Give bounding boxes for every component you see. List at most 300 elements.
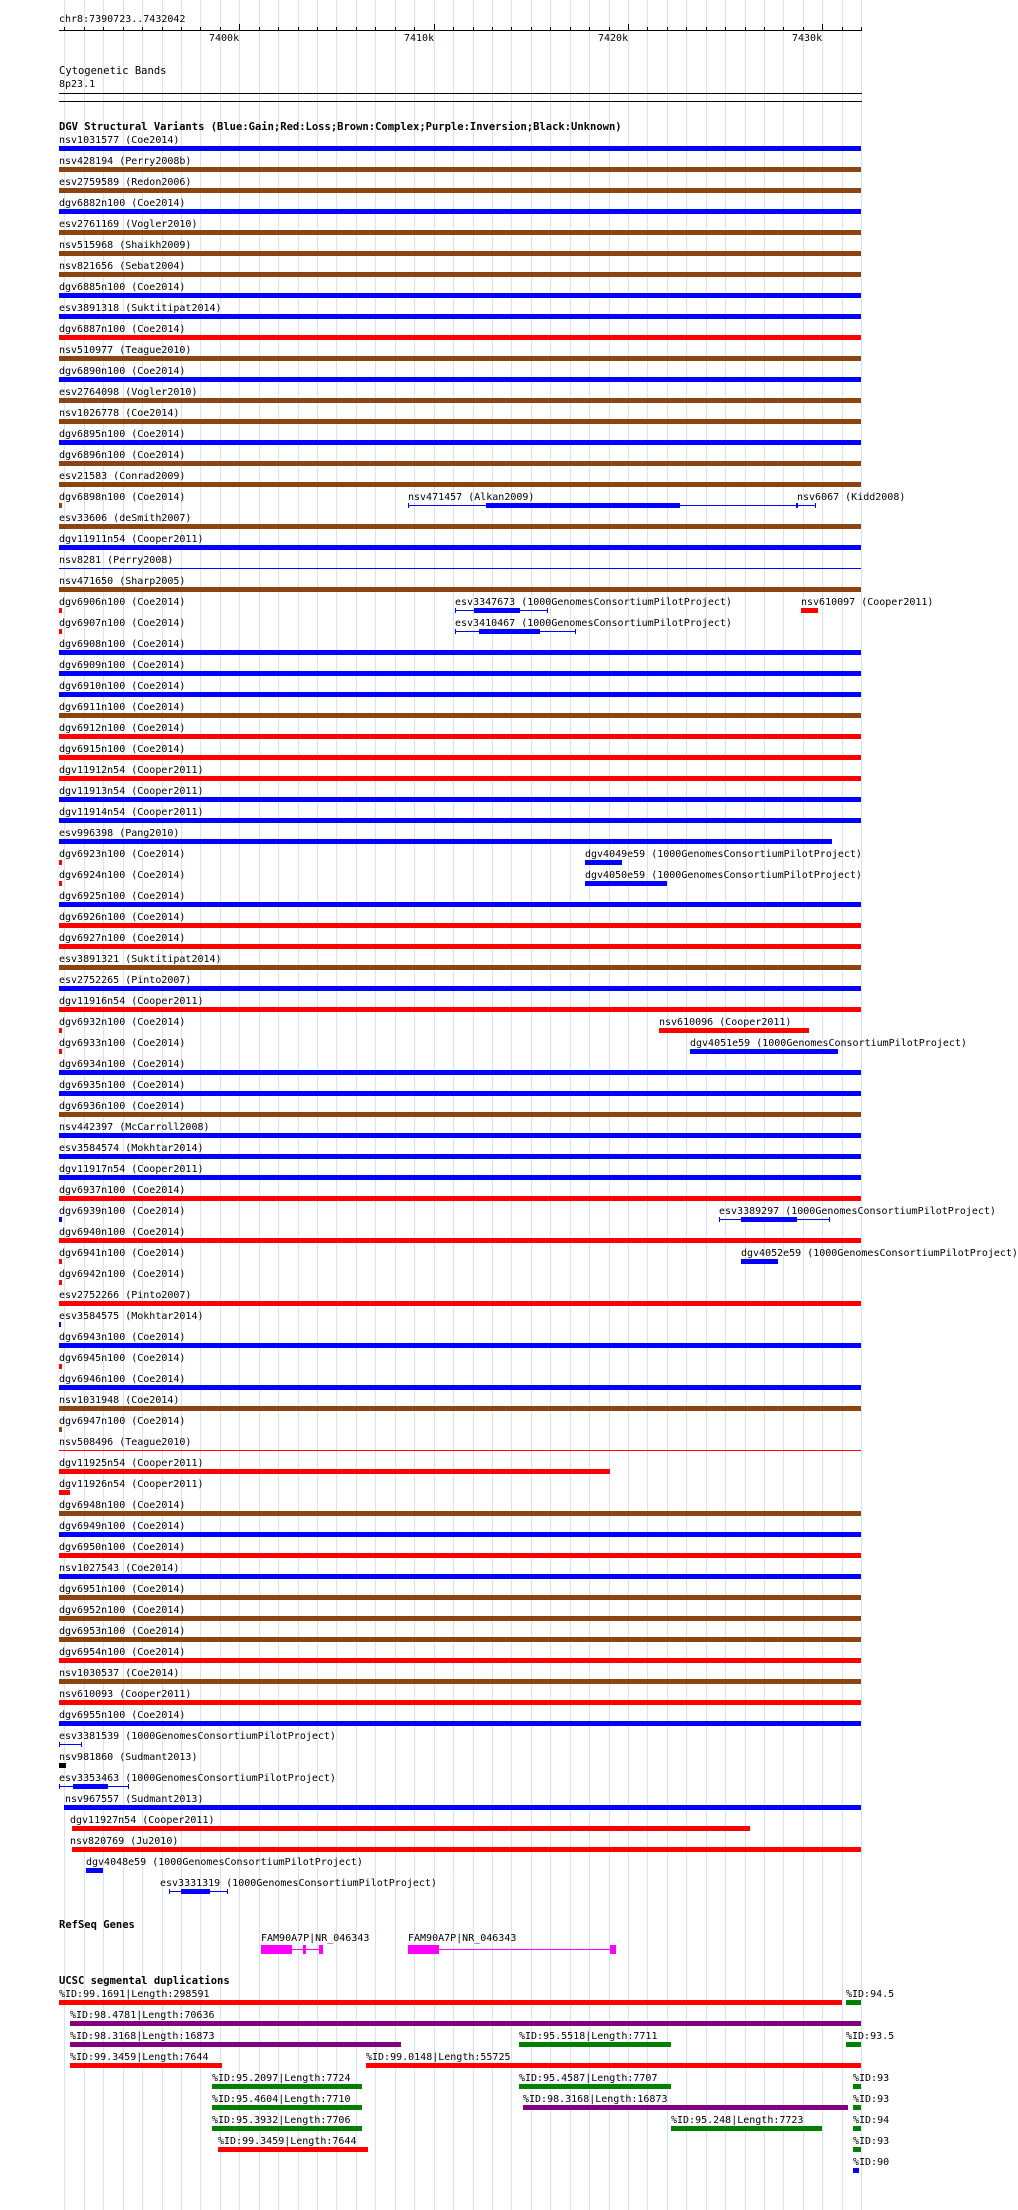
- dgv-item-bar[interactable]: [59, 1427, 62, 1432]
- grid-line: [511, 0, 512, 2210]
- dgv-item-bar[interactable]: [59, 839, 832, 844]
- gene-label[interactable]: FAM90A7P|NR_046343: [261, 1933, 370, 1944]
- segdup-bar[interactable]: [212, 2105, 362, 2110]
- ruler-axis: [59, 30, 862, 31]
- cytoband-bar-bottom: [59, 101, 862, 102]
- dgv-track-title[interactable]: DGV Structural Variants (Blue:Gain;Red:Loss;Brown:Complex;Purple:Inversion;Black:Unknown): [59, 121, 622, 133]
- grid-line: [725, 0, 726, 2210]
- dgv-item-label[interactable]: dgv11914n54 (Cooper2011): [59, 807, 204, 818]
- dgv-item-bar[interactable]: [59, 860, 62, 865]
- dgv-item-label[interactable]: dgv6915n100 (Coe2014): [59, 744, 186, 755]
- dgv-item-label[interactable]: dgv6912n100 (Coe2014): [59, 723, 186, 734]
- dgv-item-label[interactable]: dgv6941n100 (Coe2014): [59, 1248, 186, 1259]
- dgv-item-bar[interactable]: [59, 1154, 861, 1159]
- dgv-item-bar[interactable]: [659, 1028, 809, 1033]
- segdup-bar[interactable]: [853, 2126, 861, 2131]
- grid-line: [550, 0, 551, 2210]
- dgv-item-label[interactable]: nsv428194 (Perry2008b): [59, 156, 192, 167]
- segdup-bar[interactable]: [70, 2021, 861, 2026]
- dgv-item-label[interactable]: dgv6948n100 (Coe2014): [59, 1500, 186, 1511]
- dgv-item-bar[interactable]: [741, 1259, 778, 1264]
- dgv-item-label[interactable]: esv2759589 (Redon2006): [59, 177, 192, 188]
- segdup-bar[interactable]: [846, 2000, 861, 2005]
- dgv-item-label[interactable]: dgv6951n100 (Coe2014): [59, 1584, 186, 1595]
- dgv-item-label[interactable]: esv3891321 (Suktitipat2014): [59, 954, 222, 965]
- dgv-item-bar[interactable]: [585, 860, 622, 865]
- segdup-bar[interactable]: [70, 2063, 222, 2068]
- dgv-item-label[interactable]: dgv6887n100 (Coe2014): [59, 324, 186, 335]
- dgv-item-label[interactable]: dgv11916n54 (Cooper2011): [59, 996, 204, 1007]
- dgv-item-label[interactable]: dgv6947n100 (Coe2014): [59, 1416, 186, 1427]
- dgv-item-bar-start-tick: [408, 503, 409, 508]
- dgv-item-bar[interactable]: [59, 1007, 861, 1012]
- dgv-item-bar[interactable]: [72, 1826, 750, 1831]
- dgv-item-bar-end-tick: [829, 1217, 830, 1222]
- segdup-bar[interactable]: [853, 2084, 861, 2089]
- grid-line: [764, 0, 765, 2210]
- dgv-item-label[interactable]: esv3331319 (1000GenomesConsortiumPilotProject): [160, 1878, 437, 1889]
- dgv-item-label[interactable]: esv2764098 (Vogler2010): [59, 387, 198, 398]
- segdup-bar[interactable]: [523, 2105, 848, 2110]
- dgv-item-bar[interactable]: [59, 1280, 62, 1285]
- dgv-item-label[interactable]: dgv4049e59 (1000GenomesConsortiumPilotProject): [585, 849, 862, 860]
- dgv-item-label[interactable]: dgv6946n100 (Coe2014): [59, 1374, 186, 1385]
- dgv-item-label[interactable]: nsv515968 (Shaikh2009): [59, 240, 192, 251]
- dgv-item-bar[interactable]: [585, 881, 667, 886]
- dgv-item-label[interactable]: dgv11925n54 (Cooper2011): [59, 1458, 204, 1469]
- dgv-item-bar[interactable]: [59, 1658, 861, 1663]
- ruler-minor-tick: [123, 27, 124, 30]
- dgv-item-bar[interactable]: [59, 944, 861, 949]
- ruler-minor-tick: [492, 27, 493, 30]
- gene-label[interactable]: FAM90A7P|NR_046343: [408, 1933, 517, 1944]
- dgv-item-bar[interactable]: [59, 1574, 861, 1579]
- dgv-item-bar[interactable]: [59, 902, 861, 907]
- grid-line: [647, 0, 648, 2210]
- ruler-minor-tick: [473, 27, 474, 30]
- gene-exon[interactable]: [261, 1945, 292, 1954]
- dgv-item-label[interactable]: dgv11913n54 (Cooper2011): [59, 786, 204, 797]
- grid-line: [628, 0, 629, 2210]
- dgv-item-label[interactable]: nsv610097 (Cooper2011): [801, 597, 934, 608]
- dgv-item-bar[interactable]: [59, 587, 861, 592]
- segdup-label[interactable]: %ID:90: [853, 2157, 890, 2168]
- dgv-item-bar[interactable]: [59, 986, 861, 991]
- dgv-item-bar-start-tick: [455, 608, 456, 613]
- ruler-minor-tick: [842, 27, 843, 30]
- dgv-item-label[interactable]: nsv967557 (Sudmant2013): [65, 1794, 204, 1805]
- dgv-item-bar[interactable]: [59, 1490, 70, 1495]
- gene-exon[interactable]: [303, 1945, 306, 1954]
- segdup-bar[interactable]: [70, 2042, 401, 2047]
- dgv-item-label[interactable]: dgv6882n100 (Coe2014): [59, 198, 186, 209]
- dgv-item-bar[interactable]: [59, 650, 861, 655]
- cytoband-label: 8p23.1: [59, 79, 96, 90]
- dgv-item-label[interactable]: dgv11927n54 (Cooper2011): [70, 1815, 215, 1826]
- dgv-item-bar[interactable]: [59, 461, 861, 466]
- segdup-label[interactable]: %ID:99.3459|Length:7644: [70, 2052, 209, 2063]
- dgv-item-bar[interactable]: [59, 1070, 861, 1075]
- ruler-major-tick: [434, 24, 435, 30]
- dgv-item-label[interactable]: dgv6954n100 (Coe2014): [59, 1647, 186, 1658]
- dgv-item-label[interactable]: dgv6911n100 (Coe2014): [59, 702, 186, 713]
- dgv-item-label[interactable]: dgv6940n100 (Coe2014): [59, 1227, 186, 1238]
- dgv-item-label[interactable]: nsv1027543 (Coe2014): [59, 1563, 180, 1574]
- ruler-minor-tick: [803, 27, 804, 30]
- dgv-item-label[interactable]: dgv6926n100 (Coe2014): [59, 912, 186, 923]
- dgv-item-label[interactable]: dgv6896n100 (Coe2014): [59, 450, 186, 461]
- dgv-item-bar[interactable]: [59, 1133, 861, 1138]
- grid-line: [706, 0, 707, 2210]
- dgv-item-bar[interactable]: [59, 1301, 861, 1306]
- segdup-label[interactable]: %ID:95.2097|Length:7724: [212, 2073, 351, 2084]
- ruler-minor-tick: [220, 27, 221, 30]
- dgv-item-bar-block[interactable]: [486, 503, 680, 508]
- dgv-item-label[interactable]: dgv11917n54 (Cooper2011): [59, 1164, 204, 1175]
- dgv-item-bar[interactable]: [59, 335, 861, 340]
- dgv-item-bar[interactable]: [59, 568, 861, 569]
- dgv-item-label[interactable]: nsv442397 (McCarroll2008): [59, 1122, 210, 1133]
- dgv-item-label[interactable]: nsv820769 (Ju2010): [70, 1836, 179, 1847]
- dgv-item-bar-end-tick: [128, 1784, 129, 1789]
- dgv-item-label[interactable]: dgv6955n100 (Coe2014): [59, 1710, 186, 1721]
- dgv-item-label[interactable]: dgv6934n100 (Coe2014): [59, 1059, 186, 1070]
- ruler-minor-tick: [103, 27, 104, 30]
- segdup-label[interactable]: %ID:93: [853, 2094, 890, 2105]
- dgv-item-label[interactable]: nsv610096 (Cooper2011): [659, 1017, 792, 1028]
- dgv-item-bar-block[interactable]: [474, 608, 520, 613]
- dgv-item-bar[interactable]: [59, 1217, 62, 1222]
- dgv-item-bar-start-tick: [59, 1784, 60, 1789]
- dgv-item-bar[interactable]: [59, 755, 861, 760]
- segdup-bar[interactable]: [846, 2042, 861, 2047]
- segdup-bar[interactable]: [212, 2126, 362, 2131]
- segdup-label[interactable]: %ID:93.5: [846, 2031, 895, 2042]
- dgv-item-label[interactable]: nsv1030537 (Coe2014): [59, 1668, 180, 1679]
- dgv-item-label[interactable]: dgv6939n100 (Coe2014): [59, 1206, 186, 1217]
- dgv-item-bar[interactable]: [59, 293, 861, 298]
- dgv-item-bar[interactable]: [690, 1049, 838, 1054]
- dgv-item-label[interactable]: dgv6932n100 (Coe2014): [59, 1017, 186, 1028]
- grid-line: [492, 0, 493, 2210]
- dgv-item-bar[interactable]: [59, 1763, 66, 1768]
- dgv-item-bar[interactable]: [59, 167, 861, 172]
- dgv-item-bar[interactable]: [86, 1868, 103, 1873]
- dgv-item-bar[interactable]: [59, 545, 861, 550]
- ruler-tick-label: 7410k: [404, 33, 435, 44]
- segdup-label[interactable]: %ID:95.4587|Length:7707: [519, 2073, 658, 2084]
- dgv-item-bar[interactable]: [59, 419, 861, 424]
- dgv-item-label[interactable]: dgv4052e59 (1000GenomesConsortiumPilotProject): [741, 1248, 1018, 1259]
- segdup-label[interactable]: %ID:99.3459|Length:7644: [218, 2136, 357, 2147]
- dgv-item-label[interactable]: esv996398 (Pang2010): [59, 828, 180, 839]
- dgv-item-label[interactable]: nsv1031577 (Coe2014): [59, 135, 180, 146]
- dgv-item-bar[interactable]: [59, 671, 861, 676]
- ruler-minor-tick: [686, 27, 687, 30]
- dgv-item-label[interactable]: nsv508496 (Teague2010): [59, 1437, 192, 1448]
- dgv-item-bar[interactable]: [59, 314, 861, 319]
- ruler-minor-tick: [200, 27, 201, 30]
- dgv-item-label[interactable]: esv3353463 (1000GenomesConsortiumPilotProject): [59, 1773, 336, 1784]
- dgv-item-label[interactable]: dgv6952n100 (Coe2014): [59, 1605, 186, 1616]
- dgv-item-label[interactable]: dgv6909n100 (Coe2014): [59, 660, 186, 671]
- dgv-item-label[interactable]: dgv6949n100 (Coe2014): [59, 1521, 186, 1532]
- ruler-minor-tick: [783, 27, 784, 30]
- dgv-item-label[interactable]: dgv4048e59 (1000GenomesConsortiumPilotProject): [86, 1857, 363, 1868]
- dgv-item-bar[interactable]: [59, 1637, 861, 1642]
- dgv-item-bar[interactable]: [59, 524, 861, 529]
- grid-line: [609, 0, 610, 2210]
- segdup-bar[interactable]: [853, 2168, 859, 2173]
- dgv-item-label[interactable]: nsv981860 (Sudmant2013): [59, 1752, 198, 1763]
- dgv-item-bar-start-tick: [455, 629, 456, 634]
- grid-line: [473, 0, 474, 2210]
- dgv-item-bar[interactable]: [59, 1385, 861, 1390]
- gene-intron-line: [408, 1949, 616, 1950]
- dgv-item-label[interactable]: esv21583 (Conrad2009): [59, 471, 186, 482]
- segdup-label[interactable]: %ID:95.5518|Length:7711: [519, 2031, 658, 2042]
- dgv-item-bar[interactable]: [59, 482, 861, 487]
- dgv-item-bar-block[interactable]: [741, 1217, 797, 1222]
- segdup-label[interactable]: %ID:95.4604|Length:7710: [212, 2094, 351, 2105]
- dgv-item-bar[interactable]: [72, 1847, 861, 1852]
- dgv-item-bar[interactable]: [59, 251, 861, 256]
- gene-exon[interactable]: [610, 1945, 616, 1954]
- ruler-minor-tick: [725, 27, 726, 30]
- dgv-item-bar[interactable]: [59, 1532, 861, 1537]
- ruler-minor-tick: [259, 27, 260, 30]
- dgv-item-label[interactable]: dgv6933n100 (Coe2014): [59, 1038, 186, 1049]
- dgv-item-bar[interactable]: [59, 608, 62, 613]
- dgv-item-bar[interactable]: [59, 1175, 861, 1180]
- dgv-item-label[interactable]: nsv471650 (Sharp2005): [59, 576, 186, 587]
- segdup-label[interactable]: %ID:95.248|Length:7723: [671, 2115, 804, 2126]
- dgv-item-bar[interactable]: [59, 1238, 861, 1243]
- dgv-item-bar[interactable]: [59, 230, 861, 235]
- dgv-item-bar[interactable]: [59, 1595, 861, 1600]
- dgv-item-label[interactable]: esv2752265 (Pinto2007): [59, 975, 192, 986]
- cytoband-track-title[interactable]: Cytogenetic Bands: [59, 65, 167, 77]
- ruler-minor-tick: [453, 27, 454, 30]
- dgv-item-label[interactable]: dgv6898n100 (Coe2014): [59, 492, 186, 503]
- dgv-item-bar[interactable]: [59, 1700, 861, 1705]
- segdup-track-title[interactable]: UCSC segmental duplications: [59, 1975, 230, 1987]
- dgv-item-label[interactable]: dgv6927n100 (Coe2014): [59, 933, 186, 944]
- dgv-item-bar[interactable]: [59, 1721, 861, 1726]
- dgv-item-label[interactable]: dgv4051e59 (1000GenomesConsortiumPilotProject): [690, 1038, 967, 1049]
- dgv-item-bar[interactable]: [59, 923, 861, 928]
- dgv-item-bar[interactable]: [59, 398, 861, 403]
- dgv-item-bar[interactable]: [59, 1091, 861, 1096]
- segdup-label[interactable]: %ID:98.4781|Length:70636: [70, 2010, 215, 2021]
- dgv-item-label[interactable]: esv3891318 (Suktitipat2014): [59, 303, 222, 314]
- dgv-item-bar[interactable]: [64, 1805, 861, 1810]
- segdup-label[interactable]: %ID:98.3168|Length:16873: [70, 2031, 215, 2042]
- dgv-item-bar[interactable]: [59, 1553, 861, 1558]
- segdup-bar[interactable]: [853, 2105, 861, 2110]
- dgv-item-bar-line[interactable]: [797, 505, 816, 506]
- dgv-item-bar[interactable]: [59, 965, 861, 970]
- dgv-item-label[interactable]: esv2761169 (Vogler2010): [59, 219, 198, 230]
- segdup-bar[interactable]: [366, 2063, 861, 2068]
- segdup-bar[interactable]: [218, 2147, 368, 2152]
- refseq-track-title[interactable]: RefSeq Genes: [59, 1919, 135, 1931]
- dgv-item-label[interactable]: dgv6924n100 (Coe2014): [59, 870, 186, 881]
- ruler-minor-tick: [570, 27, 571, 30]
- ruler-minor-tick: [395, 27, 396, 30]
- dgv-item-bar[interactable]: [59, 503, 62, 508]
- ruler-minor-tick: [706, 27, 707, 30]
- gene-exon[interactable]: [408, 1945, 439, 1954]
- dgv-item-bar[interactable]: [59, 776, 861, 781]
- dgv-item-label[interactable]: nsv471457 (Alkan2009): [408, 492, 535, 503]
- grid-line: [822, 0, 823, 2210]
- grid-line: [803, 0, 804, 2210]
- dgv-item-bar[interactable]: [59, 629, 62, 634]
- dgv-item-label[interactable]: dgv6950n100 (Coe2014): [59, 1542, 186, 1553]
- segdup-label[interactable]: %ID:93: [853, 2136, 890, 2147]
- segdup-label[interactable]: %ID:99.1691|Length:298591: [59, 1989, 210, 2000]
- grid-line: [589, 0, 590, 2210]
- dgv-item-bar[interactable]: [59, 209, 861, 214]
- dgv-item-bar[interactable]: [59, 356, 861, 361]
- dgv-item-label[interactable]: dgv6953n100 (Coe2014): [59, 1626, 186, 1637]
- grid-line: [783, 0, 784, 2210]
- ruler-minor-tick: [181, 27, 182, 30]
- dgv-item-label[interactable]: esv3347673 (1000GenomesConsortiumPilotProject): [455, 597, 732, 608]
- dgv-item-bar[interactable]: [59, 377, 861, 382]
- segdup-label[interactable]: %ID:94.5: [846, 1989, 895, 2000]
- dgv-item-label[interactable]: esv3381539 (1000GenomesConsortiumPilotProject): [59, 1731, 336, 1742]
- dgv-item-label[interactable]: dgv6936n100 (Coe2014): [59, 1101, 186, 1112]
- segdup-label[interactable]: %ID:94: [853, 2115, 890, 2126]
- dgv-item-label[interactable]: nsv1031948 (Coe2014): [59, 1395, 180, 1406]
- dgv-item-label[interactable]: dgv11911n54 (Cooper2011): [59, 534, 204, 545]
- segdup-label[interactable]: %ID:99.0148|Length:55725: [366, 2052, 511, 2063]
- dgv-item-label[interactable]: dgv11926n54 (Cooper2011): [59, 1479, 204, 1490]
- dgv-item-bar-line[interactable]: [59, 1744, 82, 1745]
- segdup-bar[interactable]: [212, 2084, 362, 2089]
- dgv-item-bar[interactable]: [59, 1679, 861, 1684]
- dgv-item-label[interactable]: dgv6942n100 (Coe2014): [59, 1269, 186, 1280]
- dgv-item-bar[interactable]: [59, 1049, 62, 1054]
- segdup-bar[interactable]: [59, 2000, 842, 2005]
- ruler-tick-label: 7430k: [792, 33, 823, 44]
- dgv-item-bar[interactable]: [59, 440, 861, 445]
- dgv-item-label[interactable]: esv3584575 (Mokhtar2014): [59, 1311, 204, 1322]
- dgv-item-label[interactable]: dgv6937n100 (Coe2014): [59, 1185, 186, 1196]
- dgv-item-bar[interactable]: [59, 1511, 861, 1516]
- dgv-item-label[interactable]: dgv6895n100 (Coe2014): [59, 429, 186, 440]
- grid-line: [667, 0, 668, 2210]
- dgv-item-bar[interactable]: [59, 1616, 861, 1621]
- dgv-item-label[interactable]: esv2752266 (Pinto2007): [59, 1290, 192, 1301]
- dgv-item-bar[interactable]: [59, 1343, 861, 1348]
- dgv-item-label[interactable]: dgv6923n100 (Coe2014): [59, 849, 186, 860]
- dgv-item-label[interactable]: nsv821656 (Sebat2004): [59, 261, 186, 272]
- dgv-item-label[interactable]: dgv6935n100 (Coe2014): [59, 1080, 186, 1091]
- dgv-item-bar[interactable]: [59, 818, 861, 823]
- grid-line: [686, 0, 687, 2210]
- cytoband-bar-top: [59, 93, 862, 94]
- dgv-item-bar[interactable]: [59, 881, 62, 886]
- dgv-item-bar[interactable]: [59, 1450, 861, 1451]
- dgv-item-label[interactable]: esv3389297 (1000GenomesConsortiumPilotProject): [719, 1206, 996, 1217]
- dgv-item-bar[interactable]: [59, 146, 861, 151]
- dgv-item-label[interactable]: dgv4050e59 (1000GenomesConsortiumPilotProject): [585, 870, 862, 881]
- segdup-label[interactable]: %ID:98.3168|Length:16873: [523, 2094, 668, 2105]
- dgv-item-label[interactable]: esv3584574 (Mokhtar2014): [59, 1143, 204, 1154]
- dgv-item-bar[interactable]: [59, 692, 861, 697]
- dgv-item-label[interactable]: esv3410467 (1000GenomesConsortiumPilotProject): [455, 618, 732, 629]
- dgv-item-label[interactable]: nsv1026778 (Coe2014): [59, 408, 180, 419]
- dgv-item-label[interactable]: dgv6943n100 (Coe2014): [59, 1332, 186, 1343]
- dgv-item-label[interactable]: nsv6067 (Kidd2008): [797, 492, 906, 503]
- dgv-item-bar[interactable]: [59, 1322, 61, 1327]
- dgv-item-label[interactable]: dgv6906n100 (Coe2014): [59, 597, 186, 608]
- dgv-item-bar[interactable]: [59, 1112, 861, 1117]
- dgv-item-label[interactable]: dgv6885n100 (Coe2014): [59, 282, 186, 293]
- dgv-item-label[interactable]: dgv6925n100 (Coe2014): [59, 891, 186, 902]
- dgv-item-label[interactable]: dgv11912n54 (Cooper2011): [59, 765, 204, 776]
- dgv-item-label[interactable]: dgv6890n100 (Coe2014): [59, 366, 186, 377]
- dgv-item-bar[interactable]: [59, 188, 861, 193]
- dgv-item-label[interactable]: dgv6945n100 (Coe2014): [59, 1353, 186, 1364]
- dgv-item-bar[interactable]: [59, 1469, 610, 1474]
- dgv-item-bar-end-tick: [815, 503, 816, 508]
- dgv-item-label[interactable]: dgv6907n100 (Coe2014): [59, 618, 186, 629]
- dgv-item-bar-start-tick: [719, 1217, 720, 1222]
- ruler-minor-tick: [64, 27, 65, 30]
- dgv-item-bar[interactable]: [59, 1196, 861, 1201]
- dgv-item-label[interactable]: nsv510977 (Teague2010): [59, 345, 192, 356]
- ruler-minor-tick: [278, 27, 279, 30]
- segdup-bar[interactable]: [519, 2042, 671, 2047]
- ruler-minor-tick: [647, 27, 648, 30]
- segdup-label[interactable]: %ID:95.3932|Length:7706: [212, 2115, 351, 2126]
- gene-exon[interactable]: [319, 1945, 323, 1954]
- dgv-item-bar[interactable]: [59, 1259, 62, 1264]
- dgv-item-bar-block[interactable]: [181, 1889, 210, 1894]
- segdup-bar[interactable]: [853, 2147, 861, 2152]
- dgv-item-bar[interactable]: [59, 734, 861, 739]
- grid-line: [745, 0, 746, 2210]
- dgv-item-label[interactable]: dgv6910n100 (Coe2014): [59, 681, 186, 692]
- dgv-item-bar[interactable]: [59, 797, 861, 802]
- ruler-minor-tick: [764, 27, 765, 30]
- dgv-item-bar-block[interactable]: [479, 629, 540, 634]
- dgv-item-bar[interactable]: [59, 1028, 62, 1033]
- dgv-item-label[interactable]: dgv6908n100 (Coe2014): [59, 639, 186, 650]
- segdup-label[interactable]: %ID:93: [853, 2073, 890, 2084]
- dgv-item-bar[interactable]: [59, 272, 861, 277]
- dgv-item-bar[interactable]: [59, 1364, 62, 1369]
- ruler-minor-tick: [861, 27, 862, 30]
- segdup-bar[interactable]: [519, 2084, 671, 2089]
- ruler-minor-tick: [162, 27, 163, 30]
- dgv-item-bar-block[interactable]: [73, 1784, 108, 1789]
- ruler-minor-tick: [414, 27, 415, 30]
- ruler-minor-tick: [298, 27, 299, 30]
- ruler-minor-tick: [745, 27, 746, 30]
- dgv-item-label[interactable]: esv33606 (deSmith2007): [59, 513, 192, 524]
- dgv-item-label[interactable]: nsv610093 (Cooper2011): [59, 1689, 192, 1700]
- dgv-item-bar[interactable]: [59, 713, 861, 718]
- dgv-item-bar[interactable]: [59, 1406, 861, 1411]
- dgv-item-bar[interactable]: [801, 608, 818, 613]
- dgv-item-label[interactable]: nsv8281 (Perry2008): [59, 555, 174, 566]
- segdup-bar[interactable]: [671, 2126, 822, 2131]
